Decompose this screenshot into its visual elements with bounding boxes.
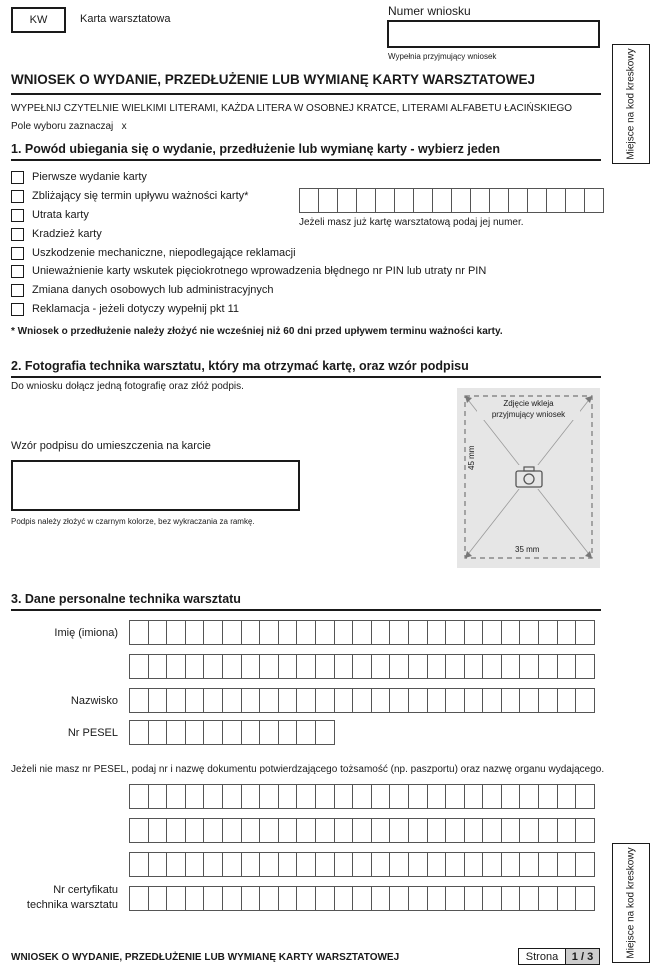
pesel-field[interactable] xyxy=(129,720,335,745)
letter-cell[interactable] xyxy=(297,785,316,808)
certificate-label-line2: technika warsztatu xyxy=(26,899,118,911)
reason-checkbox[interactable] xyxy=(11,265,24,278)
letter-cell[interactable] xyxy=(130,621,149,644)
letter-cell[interactable] xyxy=(335,655,354,678)
letter-cell[interactable] xyxy=(353,785,372,808)
letter-cell[interactable] xyxy=(223,887,242,910)
letter-cell[interactable] xyxy=(520,655,539,678)
letter-cell[interactable] xyxy=(372,853,391,876)
page-label: Strona xyxy=(525,950,559,963)
letter-cell[interactable] xyxy=(483,887,502,910)
barcode-place-label: Miejsce na kod kreskowy xyxy=(625,48,637,160)
letter-cell[interactable] xyxy=(204,689,223,712)
letter-cell[interactable] xyxy=(465,887,484,910)
letter-cell[interactable] xyxy=(483,785,502,808)
letter-cell[interactable] xyxy=(483,689,502,712)
letter-cell[interactable] xyxy=(576,853,595,876)
numer-wniosku-label: Numer wniosku xyxy=(388,4,471,18)
letter-cell[interactable] xyxy=(502,785,521,808)
letter-cell[interactable] xyxy=(390,853,409,876)
letter-cell[interactable] xyxy=(186,621,205,644)
letter-cell[interactable] xyxy=(316,655,335,678)
photo-note-line2: przyjmujący wniosek xyxy=(491,410,566,419)
reason-label: Uszkodzenie mechaniczne, niepodlegające reklamacji xyxy=(32,247,296,259)
letter-cell[interactable] xyxy=(204,655,223,678)
letter-cell[interactable] xyxy=(149,689,168,712)
letter-cell[interactable] xyxy=(149,721,168,744)
letter-cell[interactable] xyxy=(502,887,521,910)
letter-cell[interactable] xyxy=(223,785,242,808)
letter-cell[interactable] xyxy=(539,853,558,876)
letter-cell[interactable] xyxy=(223,621,242,644)
letter-cell[interactable] xyxy=(297,887,316,910)
letter-cell[interactable] xyxy=(297,853,316,876)
letter-cell[interactable] xyxy=(297,819,316,842)
letter-cell[interactable] xyxy=(576,819,595,842)
first-name-label: Imię (imiona) xyxy=(54,627,118,639)
numer-wniosku-field[interactable] xyxy=(387,20,600,48)
letter-cell[interactable] xyxy=(483,853,502,876)
letter-cell[interactable] xyxy=(279,819,298,842)
letter-cell[interactable] xyxy=(242,621,261,644)
letter-cell[interactable] xyxy=(372,785,391,808)
letter-cell[interactable] xyxy=(130,721,149,744)
letter-cell[interactable] xyxy=(539,819,558,842)
letter-cell[interactable] xyxy=(279,721,298,744)
letter-cell[interactable] xyxy=(465,853,484,876)
letter-cell[interactable] xyxy=(502,689,521,712)
letter-cell[interactable] xyxy=(335,621,354,644)
letter-cell[interactable] xyxy=(372,655,391,678)
reason-option[interactable] xyxy=(11,227,102,241)
barcode-place-label: Miejsce na kod kreskowy xyxy=(625,847,637,959)
letter-cell[interactable] xyxy=(428,621,447,644)
letter-cell[interactable] xyxy=(167,819,186,842)
reason-option[interactable] xyxy=(11,264,486,278)
section2-title: 2. Fotografia technika warsztatu, który ma otrzymać kartę, oraz wzór podpisu xyxy=(11,359,469,373)
reason-checkbox[interactable] xyxy=(11,209,24,222)
letter-cell[interactable] xyxy=(130,785,149,808)
letter-cell[interactable] xyxy=(446,853,465,876)
letter-cell[interactable] xyxy=(242,655,261,678)
letter-cell[interactable] xyxy=(297,721,316,744)
letter-cell[interactable] xyxy=(335,853,354,876)
footer-title: WNIOSEK O WYDANIE, PRZEDŁUŻENIE LUB WYMIANĘ KARTY WARSZTATOWEJ xyxy=(11,952,400,963)
id-document-field-1[interactable] xyxy=(129,784,595,809)
numer-wniosku-note: Wypełnia przyjmujący wniosek xyxy=(388,52,497,61)
letter-cell[interactable] xyxy=(130,853,149,876)
letter-cell[interactable] xyxy=(558,785,577,808)
first-name-field[interactable] xyxy=(129,620,595,645)
letter-cell[interactable] xyxy=(558,853,577,876)
letter-cell[interactable] xyxy=(539,655,558,678)
letter-cell[interactable] xyxy=(576,621,595,644)
letter-cell[interactable] xyxy=(390,887,409,910)
letter-cell[interactable] xyxy=(130,887,149,910)
letter-cell[interactable] xyxy=(204,785,223,808)
letter-cell[interactable] xyxy=(539,785,558,808)
letter-cell[interactable] xyxy=(149,785,168,808)
letter-cell[interactable] xyxy=(539,689,558,712)
letter-cell[interactable] xyxy=(223,655,242,678)
letter-cell[interactable] xyxy=(149,887,168,910)
letter-cell[interactable] xyxy=(390,785,409,808)
signature-note: Podpis należy złożyć w czarnym kolorze, bez wykraczania za ramkę. xyxy=(11,517,255,526)
letter-cell[interactable] xyxy=(409,887,428,910)
letter-cell[interactable] xyxy=(520,621,539,644)
letter-cell[interactable] xyxy=(372,621,391,644)
letter-cell[interactable] xyxy=(465,621,484,644)
letter-cell[interactable] xyxy=(409,785,428,808)
letter-cell[interactable] xyxy=(502,819,521,842)
reason-checkbox[interactable] xyxy=(11,284,24,297)
letter-cell[interactable] xyxy=(409,853,428,876)
letter-cell[interactable] xyxy=(483,655,502,678)
letter-cell[interactable] xyxy=(242,721,261,744)
letter-cell[interactable] xyxy=(335,785,354,808)
section3-rule xyxy=(11,609,601,611)
reason-option[interactable] xyxy=(11,246,296,260)
letter-cell[interactable] xyxy=(428,853,447,876)
letter-cell[interactable] xyxy=(409,621,428,644)
photo-note-line1: Zdjęcie wkleja xyxy=(503,399,554,408)
letter-cell[interactable] xyxy=(335,819,354,842)
title-rule xyxy=(11,93,601,95)
letter-cell[interactable] xyxy=(167,887,186,910)
letter-cell[interactable] xyxy=(204,887,223,910)
letter-cell[interactable] xyxy=(353,621,372,644)
letter-cell[interactable] xyxy=(316,621,335,644)
letter-cell[interactable] xyxy=(223,853,242,876)
letter-cell[interactable] xyxy=(335,689,354,712)
letter-cell[interactable] xyxy=(520,785,539,808)
letter-cell[interactable] xyxy=(353,689,372,712)
letter-cell[interactable] xyxy=(279,655,298,678)
reason-label: Kradzież karty xyxy=(32,228,102,240)
letter-cell[interactable] xyxy=(353,887,372,910)
letter-cell[interactable] xyxy=(260,689,279,712)
reason-checkbox[interactable] xyxy=(11,228,24,241)
certificate-label xyxy=(11,883,118,913)
letter-cell[interactable] xyxy=(576,785,595,808)
photo-width-label: 35 mm xyxy=(515,545,540,554)
letter-cell[interactable] xyxy=(130,819,149,842)
letter-cell[interactable] xyxy=(130,689,149,712)
letter-cell[interactable] xyxy=(167,785,186,808)
letter-cell[interactable] xyxy=(353,655,372,678)
letter-cell[interactable] xyxy=(167,621,186,644)
letter-cell[interactable] xyxy=(558,655,577,678)
letter-cell[interactable] xyxy=(446,621,465,644)
letter-cell[interactable] xyxy=(576,655,595,678)
letter-cell[interactable] xyxy=(316,785,335,808)
letter-cell[interactable] xyxy=(186,819,205,842)
letter-cell[interactable] xyxy=(465,689,484,712)
reason-label: Zmiana danych osobowych lub administracyjnych xyxy=(32,284,274,296)
letter-cell[interactable] xyxy=(279,621,298,644)
surname-field[interactable] xyxy=(129,688,595,713)
letter-cell[interactable] xyxy=(465,655,484,678)
letter-cell[interactable] xyxy=(446,887,465,910)
letter-cell[interactable] xyxy=(539,887,558,910)
letter-cell[interactable] xyxy=(428,785,447,808)
id-document-field-3[interactable] xyxy=(129,852,595,877)
photo-height-label: 45 mm xyxy=(467,445,476,470)
letter-cell[interactable] xyxy=(130,655,149,678)
certificate-number-field[interactable] xyxy=(129,886,595,911)
surname-label: Nazwisko xyxy=(70,695,118,707)
letter-cell[interactable] xyxy=(446,655,465,678)
first-name-field-2[interactable] xyxy=(129,654,595,679)
letter-cell[interactable] xyxy=(576,887,595,910)
letter-cell[interactable] xyxy=(372,689,391,712)
letter-cell[interactable] xyxy=(446,785,465,808)
section1-title: 1. Powód ubiegania się o wydanie, przedłużenie lub wymianę karty - wybierz jeden xyxy=(11,142,501,156)
letter-cell[interactable] xyxy=(204,819,223,842)
letter-cell[interactable] xyxy=(186,689,205,712)
letter-cell[interactable] xyxy=(242,887,261,910)
section2-intro: Do wniosku dołącz jedną fotografię oraz złóż podpis. xyxy=(11,381,244,392)
letter-cell[interactable] xyxy=(186,655,205,678)
letter-cell[interactable] xyxy=(502,853,521,876)
letter-cell[interactable] xyxy=(223,819,242,842)
letter-cell[interactable] xyxy=(353,853,372,876)
letter-cell[interactable] xyxy=(502,621,521,644)
letter-cell[interactable] xyxy=(260,887,279,910)
kw-label: KW xyxy=(11,7,66,33)
letter-cell[interactable] xyxy=(428,887,447,910)
letter-cell[interactable] xyxy=(149,853,168,876)
photo-note xyxy=(477,398,580,420)
reason-label: Pierwsze wydanie karty xyxy=(32,171,147,183)
letter-cell[interactable] xyxy=(316,721,335,744)
reason-label: Unieważnienie karty wskutek pięciokrotnego wprowadzenia błędnego nr PIN lub utraty nr PIN xyxy=(32,265,487,277)
reason-option[interactable] xyxy=(11,283,274,297)
id-document-field-2[interactable] xyxy=(129,818,595,843)
letter-cell[interactable] xyxy=(465,785,484,808)
photo-area xyxy=(457,388,600,568)
letter-cell[interactable] xyxy=(409,819,428,842)
letter-cell[interactable] xyxy=(446,819,465,842)
instructions-line2: Pole wyboru zaznaczaj x xyxy=(11,121,127,132)
reason-checkbox[interactable] xyxy=(11,171,24,184)
reason-checkbox[interactable] xyxy=(11,190,24,203)
letter-cell[interactable] xyxy=(242,689,261,712)
letter-cell[interactable] xyxy=(204,621,223,644)
letter-cell[interactable] xyxy=(297,689,316,712)
certificate-label-line1: Nr certyfikatu xyxy=(53,884,118,896)
letter-cell[interactable] xyxy=(149,621,168,644)
section1-footnote: * Wniosek o przedłużenie należy złożyć nie wcześniej niż 60 dni przed upływem terminu ważności karty. xyxy=(11,326,503,337)
letter-cell[interactable] xyxy=(372,819,391,842)
letter-cell[interactable] xyxy=(483,819,502,842)
letter-cell[interactable] xyxy=(186,853,205,876)
letter-cell[interactable] xyxy=(390,689,409,712)
letter-cell[interactable] xyxy=(558,887,577,910)
page-number: 1 / 3 xyxy=(565,949,599,964)
letter-cell[interactable] xyxy=(204,721,223,744)
letter-cell[interactable] xyxy=(149,655,168,678)
letter-cell[interactable] xyxy=(520,689,539,712)
letter-cell[interactable] xyxy=(483,621,502,644)
letter-cell[interactable] xyxy=(409,655,428,678)
reason-label: Reklamacja - jeżeli dotyczy wypełnij pkt 11 xyxy=(32,303,240,315)
letter-cell[interactable] xyxy=(520,853,539,876)
letter-cell[interactable] xyxy=(465,819,484,842)
signature-label: Wzór podpisu do umieszczenia na karcie xyxy=(11,440,211,452)
letter-cell[interactable] xyxy=(520,887,539,910)
letter-cell[interactable] xyxy=(316,853,335,876)
letter-cell[interactable] xyxy=(167,689,186,712)
letter-cell[interactable] xyxy=(186,887,205,910)
letter-cell[interactable] xyxy=(204,853,223,876)
letter-cell[interactable] xyxy=(428,655,447,678)
reason-option[interactable] xyxy=(11,302,239,316)
letter-cell[interactable] xyxy=(390,819,409,842)
barcode-place-bottom xyxy=(612,843,650,963)
letter-cell[interactable] xyxy=(279,887,298,910)
letter-cell[interactable] xyxy=(149,819,168,842)
letter-cell[interactable] xyxy=(223,689,242,712)
instructions-line1: WYPEŁNIJ CZYTELNIE WIELKIMI LITERAMI, KAŻDA LITERA W OSOBNEJ KRATCE, LITERAMI ALFABETU ŁACIŃSKIEGO xyxy=(11,103,573,114)
letter-cell[interactable] xyxy=(316,819,335,842)
no-pesel-note: Jeżeli nie masz nr PESEL, podaj nr i nazwę dokumentu potwierdzającego tożsamość (np. paszportu) oraz nazwę organu wydającego. xyxy=(11,764,605,775)
letter-cell[interactable] xyxy=(167,853,186,876)
letter-cell[interactable] xyxy=(260,655,279,678)
page-indicator xyxy=(518,948,600,965)
letter-cell[interactable] xyxy=(390,621,409,644)
letter-cell[interactable] xyxy=(223,721,242,744)
letter-cell[interactable] xyxy=(409,689,428,712)
letter-cell[interactable] xyxy=(260,721,279,744)
letter-cell[interactable] xyxy=(242,785,261,808)
letter-cell[interactable] xyxy=(297,621,316,644)
letter-cell[interactable] xyxy=(260,621,279,644)
form-title: WNIOSEK O WYDANIE, PRZEDŁUŻENIE LUB WYMIANĘ KARTY WARSZTATOWEJ xyxy=(11,72,536,87)
card-type-label: Karta warsztatowa xyxy=(80,13,171,25)
letter-cell[interactable] xyxy=(242,819,261,842)
section3-title: 3. Dane personalne technika warsztatu xyxy=(11,592,241,606)
letter-cell[interactable] xyxy=(260,785,279,808)
letter-cell[interactable] xyxy=(576,689,595,712)
letter-cell[interactable] xyxy=(316,689,335,712)
letter-cell[interactable] xyxy=(297,655,316,678)
reason-option[interactable] xyxy=(11,189,248,203)
letter-cell[interactable] xyxy=(186,721,205,744)
letter-cell[interactable] xyxy=(428,689,447,712)
existing-card-note: Jeżeli masz już kartę warsztatową podaj jej numer. xyxy=(299,217,524,228)
letter-cell[interactable] xyxy=(502,655,521,678)
section1-rule xyxy=(11,159,601,161)
letter-cell[interactable] xyxy=(316,887,335,910)
letter-cell[interactable] xyxy=(167,655,186,678)
letter-cell[interactable] xyxy=(279,785,298,808)
reason-checkbox[interactable] xyxy=(11,247,24,260)
letter-cell[interactable] xyxy=(260,819,279,842)
barcode-place-top xyxy=(612,44,650,164)
letter-cell[interactable] xyxy=(558,621,577,644)
camera-icon xyxy=(514,465,544,489)
reason-option[interactable] xyxy=(11,208,89,222)
letter-cell[interactable] xyxy=(186,785,205,808)
letter-cell[interactable] xyxy=(520,819,539,842)
existing-card-number-field[interactable] xyxy=(299,188,604,213)
letter-cell[interactable] xyxy=(428,819,447,842)
letter-cell[interactable] xyxy=(353,819,372,842)
reason-checkbox[interactable] xyxy=(11,303,24,316)
letter-cell[interactable] xyxy=(390,655,409,678)
reason-label: Utrata karty xyxy=(32,209,89,221)
reason-label: Zbliżający się termin upływu ważności karty* xyxy=(32,190,249,202)
letter-cell[interactable] xyxy=(539,621,558,644)
pesel-label: Nr PESEL xyxy=(67,727,118,739)
letter-cell[interactable] xyxy=(558,689,577,712)
letter-cell[interactable] xyxy=(446,689,465,712)
signature-field[interactable] xyxy=(11,460,300,511)
letter-cell[interactable] xyxy=(279,853,298,876)
letter-cell[interactable] xyxy=(335,887,354,910)
letter-cell[interactable] xyxy=(242,853,261,876)
letter-cell[interactable] xyxy=(260,853,279,876)
letter-cell[interactable] xyxy=(558,819,577,842)
section2-rule xyxy=(11,376,601,378)
letter-cell[interactable] xyxy=(279,689,298,712)
reason-option[interactable] xyxy=(11,170,147,184)
letter-cell[interactable] xyxy=(372,887,391,910)
letter-cell[interactable] xyxy=(167,721,186,744)
